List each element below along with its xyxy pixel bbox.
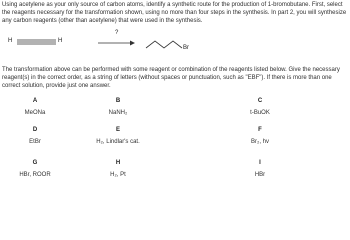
reagent-name: H₂, Lindlar's cat. [96,139,140,145]
reagent-letter: D [32,127,38,133]
reagent-letter: I [259,160,261,166]
reagent-name: Br₂, hv [251,139,269,145]
acetylene-h-left: H [8,38,13,44]
reagent-name: NaNH₂ [108,110,128,116]
reagent-option-e[interactable] [58,127,178,145]
reagent-letter: G [32,160,38,166]
reagent-option-c[interactable] [200,98,320,116]
reagent-option-i[interactable] [200,160,320,178]
arrow-question-mark: ? [115,30,119,36]
reagent-option-b[interactable] [58,98,178,116]
acetylene-h-right: H [58,38,63,44]
reagent-name: H₂, Pt [110,172,126,178]
reagent-letter: H [115,160,121,166]
reagent-option-f[interactable] [200,127,320,145]
instructions-text: The transformation above can be performed with some reagent or combination of the reagents listed below. Give the necessary reagent(s) in the correct order, as a string of letters (without spaces or punctuation, such as "EBF"). If there is more than one correct solution, provide just one answer. [2,67,340,89]
reagent-option-h[interactable] [58,160,178,178]
reagent-letter: C [257,98,263,104]
reagent-letter: A [32,98,38,104]
reagent-letter: B [115,98,121,104]
reagent-name: EtBr [29,139,41,145]
reagent-letter: E [115,127,120,133]
reagent-name: HBr [254,172,266,178]
reagent-letter: F [258,127,262,133]
reagent-name: t-BuOK [250,110,270,116]
bromine-label: Br [183,45,189,51]
reagent-name: HBr, ROOR [19,172,51,178]
reagent-name: MeONa [24,110,46,116]
question-text: Using acetylene as your only source of carbon atoms, identify a synthetic route for the production of 1-bromobutane. First, select the reagents necessary for the transformation shown, using no more than four steps in the synthesis. In part 2, you will synthesize any carbon reagents (other than acetylene) that were used in the synthesis. [2,2,347,24]
